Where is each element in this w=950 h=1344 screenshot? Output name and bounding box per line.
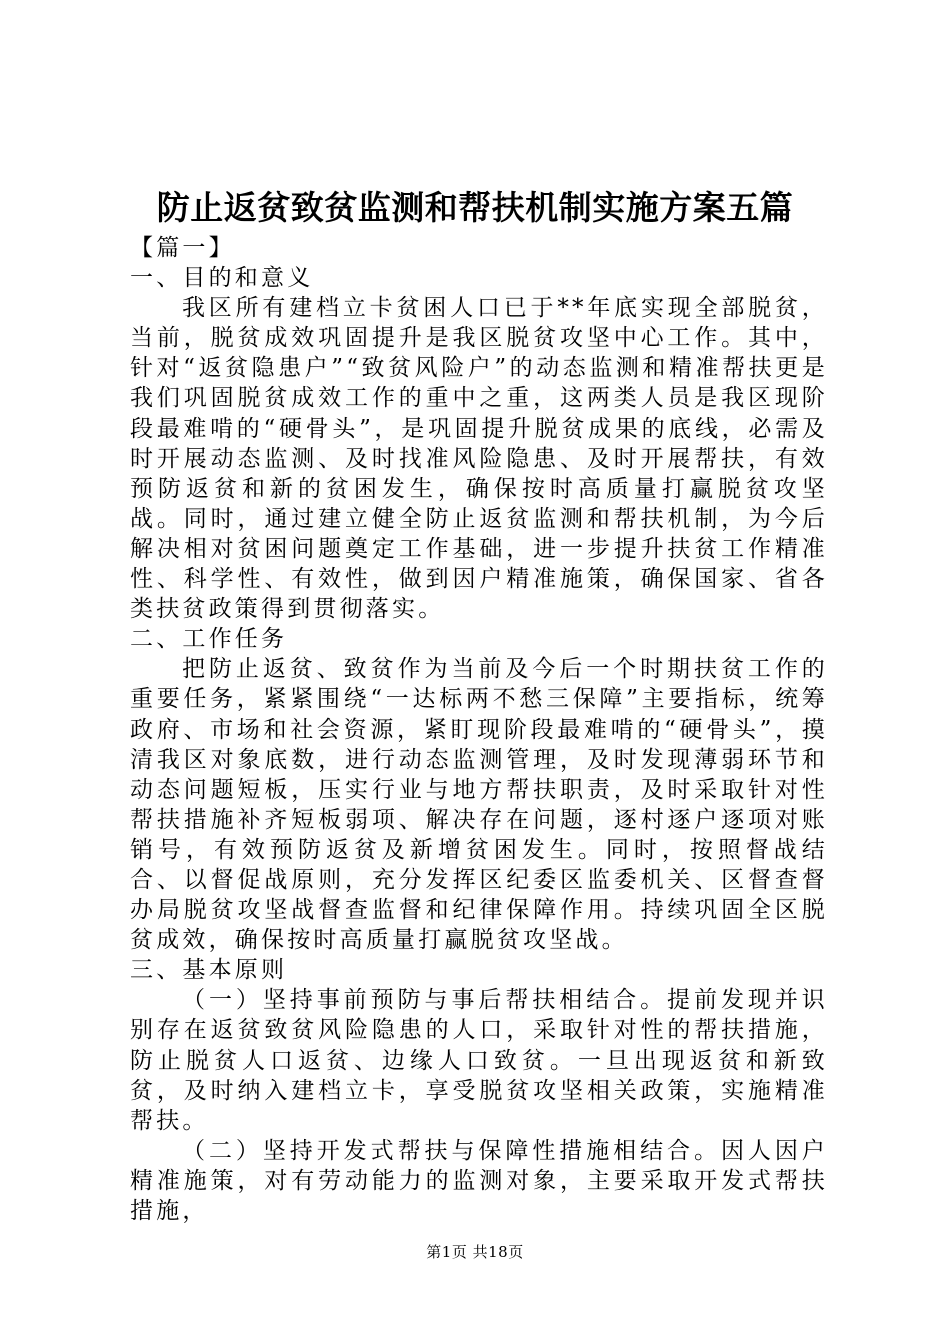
section-marker: 【篇一】 <box>130 235 235 261</box>
heading-principles: 三、基本原则 <box>130 957 288 984</box>
document-body <box>130 233 828 1226</box>
paragraph-purpose: 我区所有建档立卡贫困人口已于**年底实现全部脱贫，当前，脱贫成效巩固提升是我区脱贫攻坚中心工作。其中，针对“返贫隐患户”“致贫风险户”的动态监测和精准帮扶更是我们巩固脱贫成效工作的重中之重，这两类人员是我区现阶段最难啃的“硬骨头”，是巩固提升脱贫成果的底线，必需及时开展动态监测、及时找准风险隐患、及时开展帮扶，有效预防返贫和新的贫困发生，确保按时高质量打赢脱贫攻坚战。同时，通过建立健全防止返贫监测和帮扶机制，为今后解决相对贫困问题奠定工作基础，进一步提升扶贫工作精准性、科学性、有效性，做到因户精准施策，确保国家、省各类扶贫政策得到贯彻落实。 <box>130 295 828 623</box>
document-title: 防止返贫致贫监测和帮扶机制实施方案五篇 <box>156 188 794 227</box>
paragraph-tasks: 把防止返贫、致贫作为当前及今后一个时期扶贫工作的重要任务，紧紧围绕“一达标两不愁三保障”主要指标，统筹政府、市场和社会资源，紧盯现阶段最难啃的“硬骨头”，摸清我区对象底数，进行动态监测管理，及时发现薄弱环节和动态问题短板，压实行业与地方帮扶职责，及时采取针对性帮扶措施补齐短板弱项、解决存在问题，逐村逐户逐项对账销号，有效预防返贫及新增贫困发生。同时，按照督战结合、以督促战原则，充分发挥区纪委区监委机关、区督查督办局脱贫攻坚战督查监督和纪律保障作用。持续巩固全区脱贫成效，确保按时高质量打赢脱贫攻坚战。 <box>130 656 828 954</box>
page-footer: 第1页 共18页 <box>426 1243 524 1261</box>
paragraph-principle-1: （一）坚持事前预防与事后帮扶相结合。提前发现并识别存在返贫致贫风险隐患的人口，采取针对性的帮扶措施，防止脱贫人口返贫、边缘人口致贫。一旦出现返贫和新致贫，及时纳入建档立卡，享受脱贫攻坚相关政策，实施精准帮扶。 <box>130 987 828 1134</box>
heading-tasks: 二、工作任务 <box>130 626 288 653</box>
paragraph-principle-2: （二）坚持开发式帮扶与保障性措施相结合。因人因户精准施策，对有劳动能力的监测对象，主要采取开发式帮扶措施， <box>130 1137 828 1224</box>
heading-purpose: 一、目的和意义 <box>130 265 314 292</box>
